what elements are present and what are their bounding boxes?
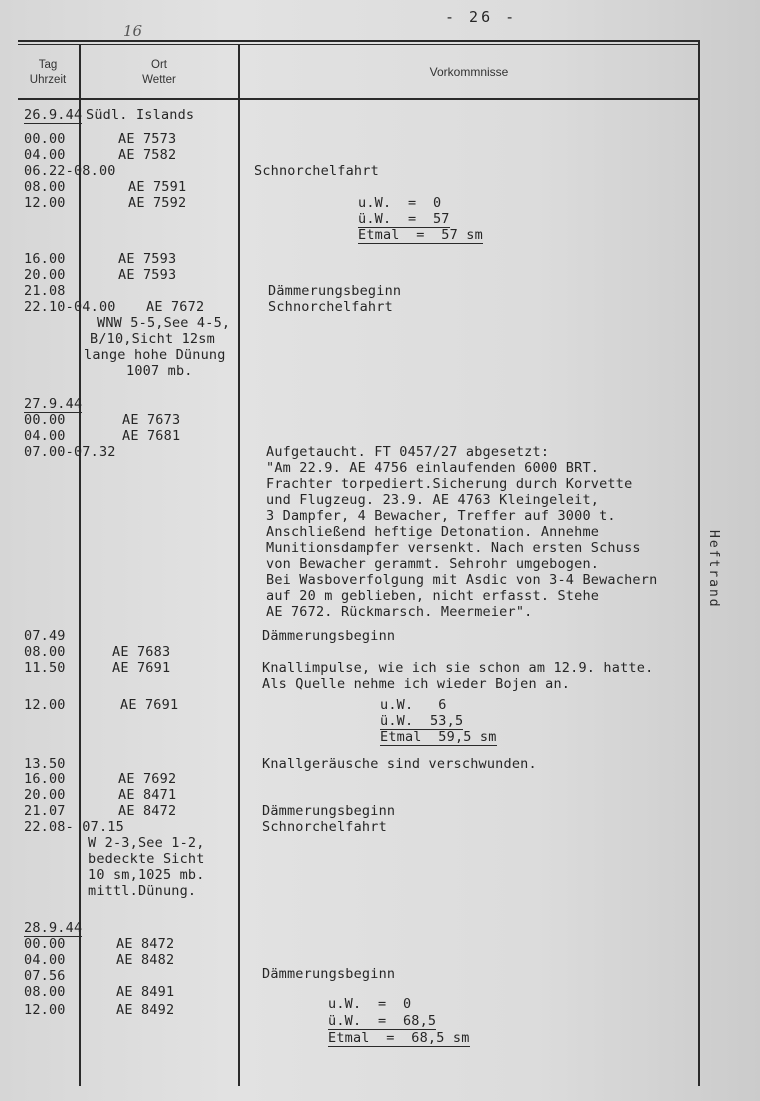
radio-message-line: AE 7672. Rückmarsch. Meermeier".: [266, 604, 533, 620]
time-entry: 21.08: [24, 283, 66, 299]
weather-entry: 10 sm,1025 mb.: [88, 867, 205, 883]
time-entry: 12.00: [24, 1002, 66, 1018]
radio-message-line: und Flugzeug. 23.9. AE 4763 Kleingeleit,: [266, 492, 600, 508]
distance-etmal: Etmal 59,5 sm: [380, 729, 497, 745]
table-top-border: [18, 40, 698, 42]
time-entry: 04.00: [24, 428, 66, 444]
location-entry: Südl. Islands: [86, 107, 195, 123]
radio-message-line: 3 Dampfer, 4 Bewacher, Treffer auf 3000 t.: [266, 508, 616, 524]
location-entry: AE 7683: [112, 644, 171, 660]
date-entry: 27.9.44: [24, 396, 83, 412]
event-entry: Dämmerungsbeginn: [262, 803, 396, 819]
event-entry: Schnorchelfahrt: [254, 163, 379, 179]
time-entry: 22.08- 07.15: [24, 819, 124, 835]
time-entry: 08.00: [24, 984, 66, 1000]
event-entry: Als Quelle nehme ich wieder Bojen an.: [262, 676, 571, 692]
weather-entry: W 2-3,See 1-2,: [88, 835, 205, 851]
event-entry: Schnorchelfahrt: [268, 299, 393, 315]
time-entry: 08.00: [24, 644, 66, 660]
column-divider-2: [238, 44, 240, 1086]
distance-underwater: u.W. = 0: [328, 996, 412, 1012]
distance-surface: ü.W. 53,5: [380, 713, 464, 729]
weather-entry: B/10,Sicht 12sm: [90, 331, 215, 347]
event-entry: Dämmerungsbeginn: [262, 966, 396, 982]
distance-surface: ü.W. = 57: [358, 211, 450, 227]
time-entry: 13.50: [24, 756, 66, 772]
location-entry: AE 7573: [118, 131, 177, 147]
location-entry: AE 7593: [118, 251, 177, 267]
radio-message-line: Bei Wasboverfolgung mit Asdic von 3-4 Bewachern: [266, 572, 658, 588]
weather-entry: mittl.Dünung.: [88, 883, 197, 899]
table-top-border-inner: [18, 44, 698, 45]
date-entry: 26.9.44: [24, 107, 83, 123]
event-entry: Dämmerungsbeginn: [262, 628, 396, 644]
distance-underwater: u.W. 6: [380, 697, 447, 713]
time-entry: 20.00: [24, 787, 66, 803]
header-ort-wetter: [80, 58, 238, 88]
handwritten-mark: 16: [123, 22, 143, 40]
weather-entry: WNW 5-5,See 4-5,: [97, 315, 231, 331]
distance-etmal: Etmal = 68,5 sm: [328, 1030, 470, 1046]
radio-message-line: von Bewacher gerammt. Sehrohr umgebogen.: [266, 556, 600, 572]
location-entry: AE 7582: [118, 147, 177, 163]
location-entry: AE 7591: [128, 179, 187, 195]
radio-message-line: Munitionsdampfer versenkt. Nach ersten Schuss: [266, 540, 641, 556]
event-entry: Knallimpulse, wie ich sie schon am 12.9. hatte.: [262, 660, 654, 676]
time-entry: 00.00: [24, 131, 66, 147]
side-note: Heftrand: [706, 530, 721, 609]
time-entry: 16.00: [24, 771, 66, 787]
radio-message-line: Aufgetaucht. FT 0457/27 abgesetzt:: [266, 444, 550, 460]
distance-surface: ü.W. = 68,5: [328, 1013, 437, 1029]
header-ort: Ort: [151, 59, 167, 71]
location-entry: AE 7691: [120, 697, 179, 713]
distance-etmal: Etmal = 57 sm: [358, 227, 483, 243]
location-entry: AE 7692: [118, 771, 177, 787]
time-entry: 07.56: [24, 968, 66, 984]
time-entry: 11.50: [24, 660, 66, 676]
location-entry: AE 7593: [118, 267, 177, 283]
header-tag: Tag: [38, 59, 58, 71]
header-bottom-border: [18, 98, 698, 100]
event-entry: Knallgeräusche sind verschwunden.: [262, 756, 537, 772]
time-entry: 08.00: [24, 179, 66, 195]
time-entry: 12.00: [24, 195, 66, 211]
time-entry: 00.00: [24, 412, 66, 428]
header-uhrzeit: Uhrzeit: [29, 74, 67, 86]
radio-message-line: Frachter torpediert.Sicherung durch Korvette: [266, 476, 633, 492]
time-entry: 04.00: [24, 952, 66, 968]
weather-entry: lange hohe Dünung: [84, 347, 226, 363]
right-margin-line: [698, 40, 700, 1086]
location-entry: AE 7592: [128, 195, 187, 211]
time-entry: 06.22-08.00: [24, 163, 116, 179]
header-tag-uhrzeit: [18, 58, 78, 88]
time-entry: 07.00-07.32: [24, 444, 116, 460]
radio-message-line: auf 20 m geblieben, nicht erfasst. Stehe: [266, 588, 600, 604]
event-entry: Dämmerungsbeginn: [268, 283, 402, 299]
location-entry: AE 8472: [116, 936, 175, 952]
location-entry: AE 8472: [118, 803, 177, 819]
location-entry: AE 7672: [146, 299, 205, 315]
location-entry: AE 7691: [112, 660, 171, 676]
location-entry: AE 7681: [122, 428, 181, 444]
header-vorkommnisse: [240, 65, 698, 80]
weather-entry: 1007 mb.: [126, 363, 193, 379]
time-entry: 12.00: [24, 697, 66, 713]
page-number: - 26 -: [445, 8, 518, 26]
date-entry: 28.9.44: [24, 920, 83, 936]
radio-message-line: "Am 22.9. AE 4756 einlaufenden 6000 BRT.: [266, 460, 600, 476]
location-entry: AE 8482: [116, 952, 175, 968]
radio-message-line: Anschließend heftige Detonation. Annehme: [266, 524, 600, 540]
time-entry: 22.10-04.00: [24, 299, 116, 315]
time-entry: 04.00: [24, 147, 66, 163]
location-entry: AE 8491: [116, 984, 175, 1000]
location-entry: AE 7673: [122, 412, 181, 428]
location-entry: AE 8471: [118, 787, 177, 803]
header-vorkommnisse-label: Vorkommnisse: [429, 65, 509, 79]
time-entry: 16.00: [24, 251, 66, 267]
time-entry: 00.00: [24, 936, 66, 952]
time-entry: 07.49: [24, 628, 66, 644]
weather-entry: bedeckte Sicht: [88, 851, 205, 867]
event-entry: Schnorchelfahrt: [262, 819, 387, 835]
time-entry: 20.00: [24, 267, 66, 283]
location-entry: AE 8492: [116, 1002, 175, 1018]
time-entry: 21.07: [24, 803, 66, 819]
header-wetter: Wetter: [142, 74, 176, 86]
distance-underwater: u.W. = 0: [358, 195, 442, 211]
